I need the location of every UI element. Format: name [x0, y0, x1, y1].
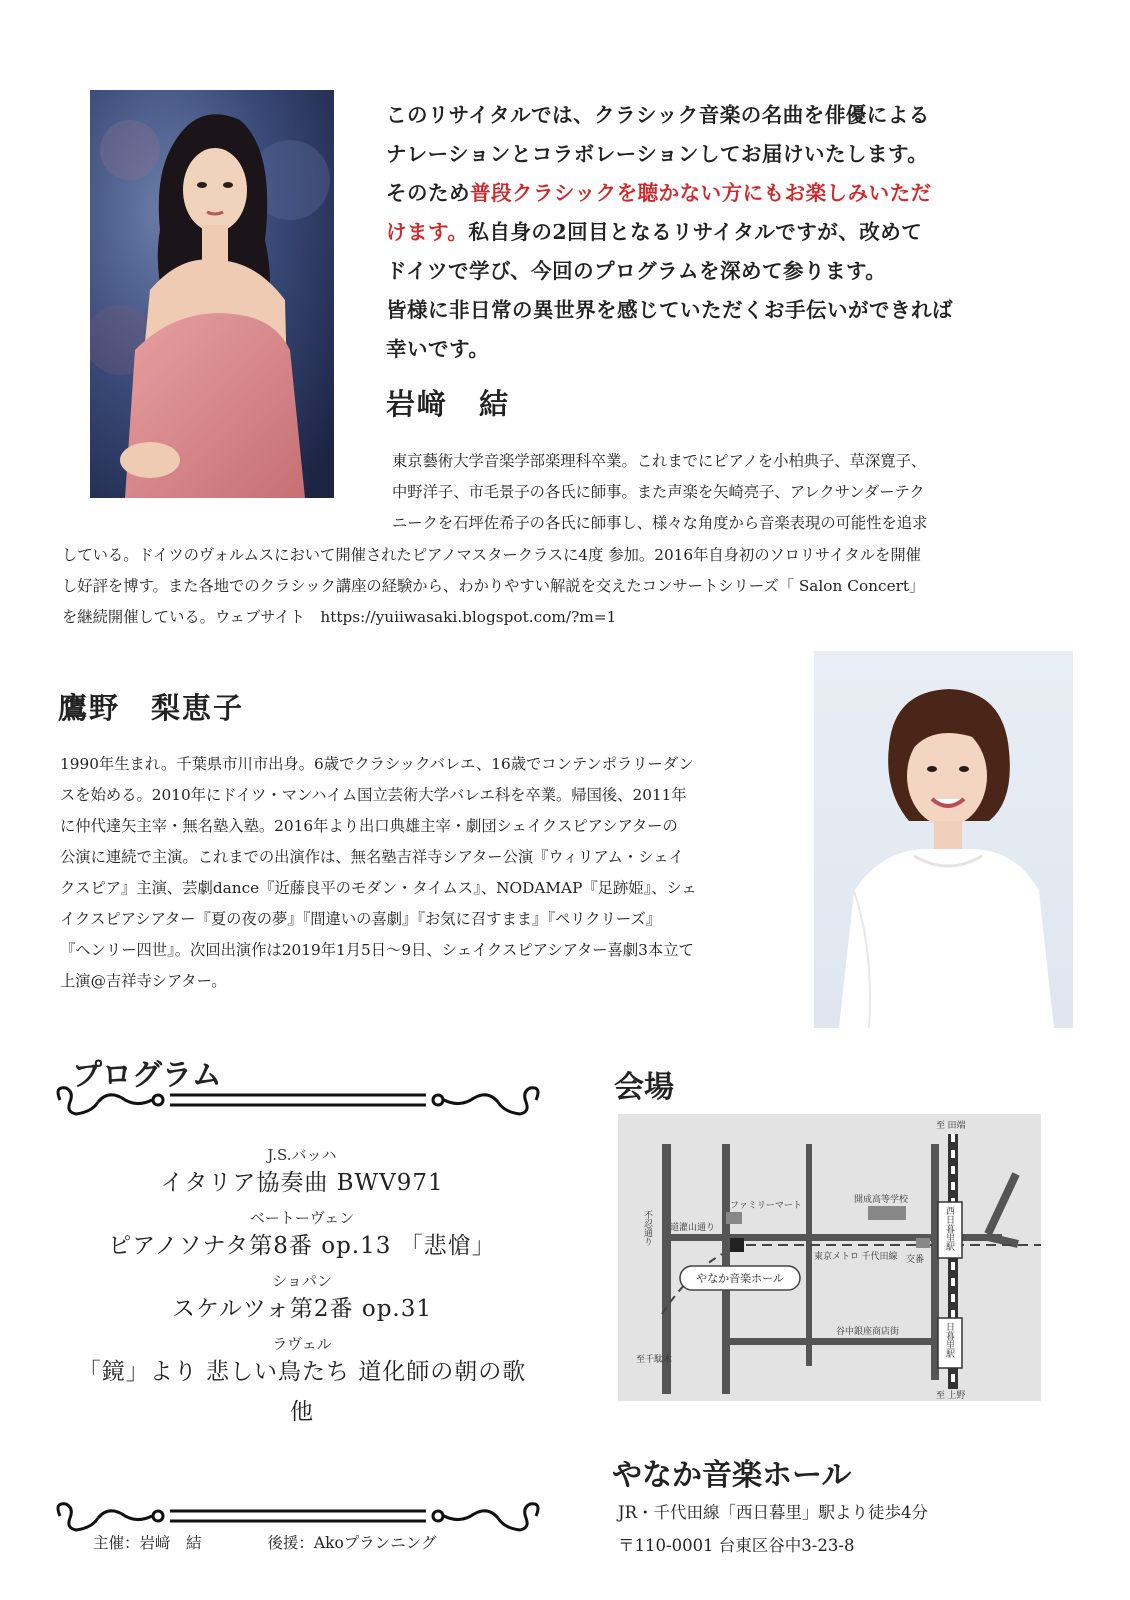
- bio-line: スを始める。2010年にドイツ・マンハイム国立芸術大学バレエ科を卒業。帰国後、2011年: [60, 786, 687, 804]
- bio-line: ニークを石坪佐希子の各氏に師事し、様々な角度から音楽表現の可能性を追求: [392, 514, 928, 532]
- map-label: 開成高等学校: [854, 1194, 909, 1204]
- map-label: 至 田端: [936, 1120, 966, 1130]
- program-etc: 他: [290, 1399, 314, 1425]
- bio-line: クスピア』主演、芸劇dance『近藤良平のモダン・タイムス』、NODAMAP『足跡姫』、シェ: [60, 879, 697, 897]
- composer: ラヴェル: [272, 1335, 332, 1353]
- bio-line: 中野洋子、市毛景子の各氏に師事。また声楽を矢崎亮子、アレクサンダーテク: [392, 483, 925, 501]
- map-label: 至千駄木: [636, 1354, 673, 1364]
- venue-title: 会場: [614, 1070, 674, 1105]
- program-list: [56, 1138, 548, 1430]
- bio-line: している。ドイツのヴォルムスにおいて開催されたピアノマスタークラスに4度 参加。2016年自身初のソロリサイタルを開催: [62, 546, 921, 564]
- intro-line: 皆様に非日常の異世界を感じていただくお手伝いができれば: [386, 298, 953, 322]
- map-label: 至 上野: [936, 1390, 966, 1400]
- piece: イタリア協奏曲 BWV971: [160, 1170, 444, 1196]
- intro-line: ナレーションとコラボレーションしてお届けいたします。: [386, 142, 929, 166]
- support: 後援：Akoプランニング: [267, 1534, 437, 1552]
- intro-highlight: けます。: [386, 220, 469, 244]
- intro-line: [386, 213, 1066, 252]
- performer1-name: 岩﨑 結: [386, 387, 511, 421]
- access-line: JR・千代田線「西日暮里」駅より徒歩4分: [618, 1503, 929, 1522]
- performer1-photo: [90, 90, 334, 498]
- composer: ベートーヴェン: [249, 1209, 355, 1227]
- intro-prefix: そのため: [386, 181, 470, 205]
- map-label: 日暮里駅: [945, 1322, 955, 1358]
- bio-line: し好評を博す。また各地でのクラシック講座の経験から、わかりやすい解説を交えたコンサートシリーズ「 Salon Concert」: [62, 577, 925, 595]
- performer1-bio-cont: [62, 540, 1082, 633]
- bio-line: に仲代達矢主宰・無名塾入塾。2016年より出口典雄主宰・劇団シェイクスピアシアターの: [60, 817, 678, 835]
- bio-line: を継続開催している。ウェブサイト https://yuiiwasaki.blogspot.com/?m=1: [62, 608, 617, 626]
- performer2-photo: [814, 651, 1073, 1028]
- map-hall-label: やなか音楽ホール: [696, 1273, 784, 1285]
- intro-text: [386, 96, 1066, 369]
- venue-access: [618, 1496, 928, 1562]
- map-label: ファミリーマート: [730, 1200, 802, 1210]
- intro-line: このリサイタルでは、クラシック音楽の名曲を俳優による: [386, 103, 930, 127]
- bio-line: 東京藝術大学音楽学部楽理科卒業。これまでにピアノを小柏典子、草深寛子、: [392, 452, 927, 470]
- organizer: 主催：岩﨑 結: [93, 1534, 202, 1552]
- intro-line: ドイツで学び、今回のプログラムを深めて参ります。: [386, 259, 887, 283]
- composer: J.S.バッハ: [267, 1146, 337, 1164]
- bio-line: 上演@吉祥寺シアター。: [60, 972, 227, 990]
- intro-line: 幸いです。: [386, 337, 490, 361]
- map-label: 東京メトロ 千代田線: [814, 1251, 898, 1261]
- intro-line: [386, 174, 1066, 213]
- performer2-name: 鷹野 梨恵子: [58, 691, 245, 725]
- map-label: 西日暮里駅: [945, 1206, 955, 1251]
- intro-highlight: 普段クラシックを聴かない方にもお楽しみいただ: [470, 181, 932, 205]
- bio-line: イクスピアシアター『夏の夜の夢』『間違いの喜劇』『お気に召すまま』『ペリクリーズ』: [60, 910, 662, 928]
- intro-rest: 私自身の2回目となるリサイタルですが、改めて: [468, 220, 923, 244]
- bio-line: 公演に連続で主演。これまでの出演作は、無名塾吉祥寺シアター公演『ウィリアム・シェイ: [60, 848, 684, 866]
- piece: ピアノソナタ第8番 op.13 「悲愴」: [108, 1233, 496, 1259]
- venue-map: [618, 1114, 1041, 1401]
- performer2-bio: [60, 749, 812, 997]
- credits: [93, 1531, 437, 1553]
- piece: 「鏡」より 悲しい鳥たち 道化師の朝の歌: [77, 1359, 527, 1385]
- hall-name: やなか音楽ホール: [612, 1458, 852, 1493]
- performer1-bio: [392, 446, 1042, 539]
- bio-line: 『ヘンリー四世』。次回出演作は2019年1月5日～9日、シェイクスピアシアター喜劇3本立て: [60, 941, 694, 959]
- address-line: 〒110-0001 台東区谷中3-23-8: [618, 1536, 855, 1555]
- map-label: 谷中銀座商店街: [836, 1326, 900, 1336]
- map-label: 交番: [906, 1254, 925, 1264]
- program-title: プログラム: [72, 1058, 222, 1093]
- ornament-divider-top: [52, 1076, 544, 1122]
- bio-line: 1990年生まれ。千葉県市川市出身。6歳でクラシックバレエ、16歳でコンテンポラリーダン: [60, 755, 694, 773]
- composer: ショパン: [272, 1272, 332, 1290]
- map-label: 道灌山通り: [670, 1222, 716, 1232]
- map-label: 不忍通り: [643, 1210, 653, 1246]
- piece: スケルツォ第2番 op.31: [171, 1296, 433, 1322]
